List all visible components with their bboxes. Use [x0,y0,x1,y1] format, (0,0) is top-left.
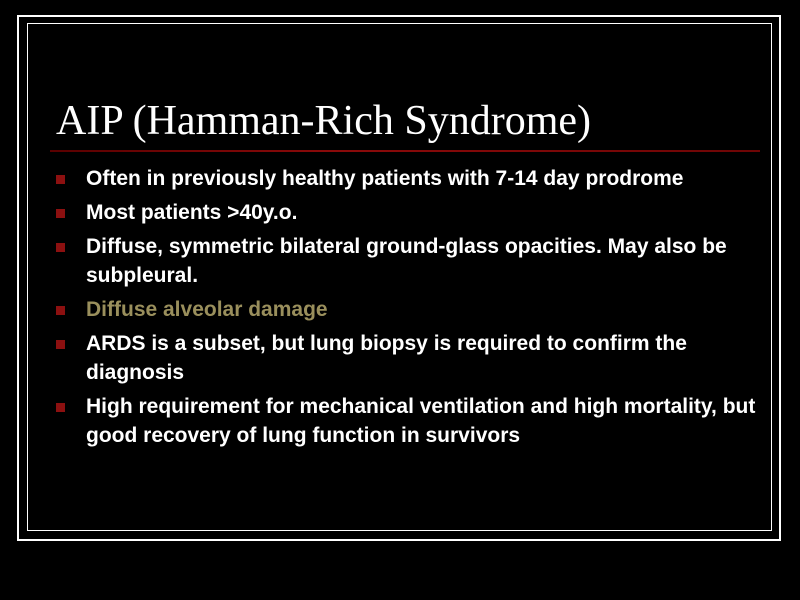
bullet-list [54,164,766,455]
bullet-text: High requirement for mechanical ventilation and high mortality, but good recovery of lung function in survivors [86,395,756,447]
bullet-item [54,164,766,193]
square-bullet-icon [56,175,65,184]
bullet-item [54,198,766,227]
bullet-text: Often in previously healthy patients with 7-14 day prodrome [86,167,684,190]
square-bullet-icon [56,306,65,315]
bullet-item [54,232,766,290]
bullet-text: Most patients >40y.o. [86,201,298,224]
bullet-item [54,329,766,387]
square-bullet-icon [56,403,65,412]
bullet-text: Diffuse alveolar damage [86,298,328,321]
bullet-item-muted [54,295,766,324]
bullet-item [54,392,766,450]
slide-title: AIP (Hamman-Rich Syndrome) [56,98,592,144]
square-bullet-icon [56,209,65,218]
bullet-text: ARDS is a subset, but lung biopsy is required to confirm the diagnosis [86,332,687,384]
bullet-text: Diffuse, symmetric bilateral ground-glass opacities. May also be subpleural. [86,235,727,287]
title-divider [50,150,760,152]
square-bullet-icon [56,340,65,349]
square-bullet-icon [56,243,65,252]
